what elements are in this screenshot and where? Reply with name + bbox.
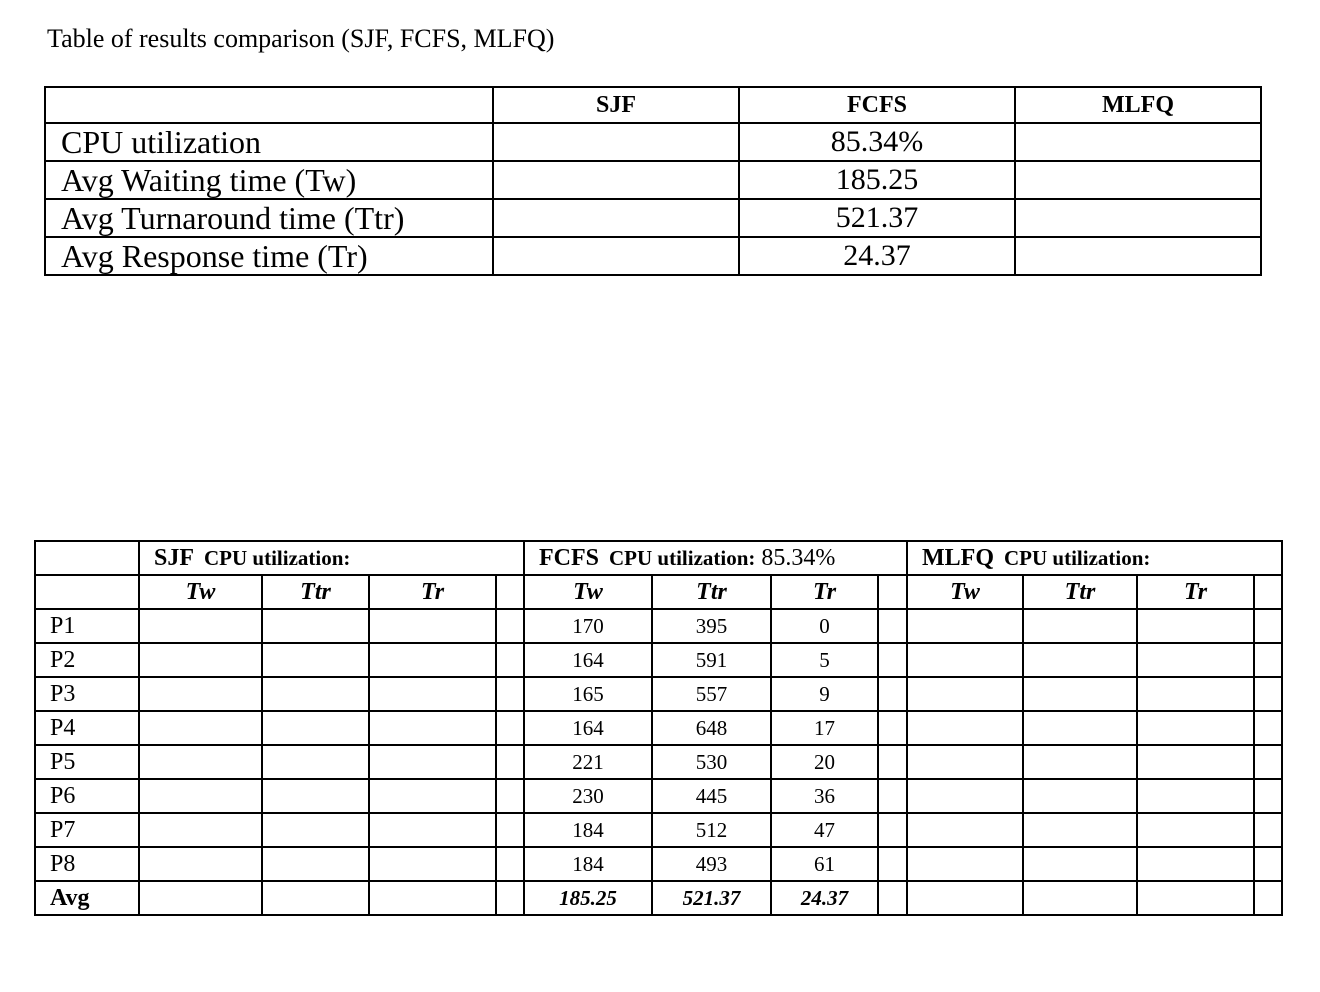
mlfq-tw-cell [907,813,1023,847]
summary-cell-sjf [493,199,739,237]
sjf-tr-cell [369,609,496,643]
mlfq-ttr-cell [1023,779,1137,813]
sjf-ttr-cell [262,779,369,813]
cpu-utilization-label: CPU utilization: [1004,545,1151,570]
sjf-tw-cell [139,813,262,847]
average-row [35,881,1282,915]
detail-subheader-corner [35,575,139,609]
fcfs-ttr-cell: 521.37 [652,881,771,915]
summary-cell-mlfq [1015,199,1261,237]
fcfs-tw-cell: 185.25 [524,881,652,915]
process-row [35,779,1282,813]
spacer-cell [496,881,524,915]
mlfq-tr-cell [1137,643,1254,677]
fcfs-tr-cell: 47 [771,813,878,847]
spacer-cell [1254,609,1282,643]
mlfq-tw-cell [907,847,1023,881]
spacer-cell [878,575,907,609]
spacer-cell [1254,813,1282,847]
fcfs-tr-cell: 20 [771,745,878,779]
subheader-sjf-ttr: Ttr [262,575,369,609]
fcfs-tw-cell: 221 [524,745,652,779]
sjf-tw-cell [139,609,262,643]
mlfq-ttr-cell [1023,643,1137,677]
summary-row [45,161,1261,199]
fcfs-tw-cell: 165 [524,677,652,711]
summary-header-fcfs: FCFS [739,87,1015,123]
summary-cell-mlfq [1015,123,1261,161]
spacer-cell [1254,643,1282,677]
subheader-fcfs-ttr: Ttr [652,575,771,609]
fcfs-tr-cell: 17 [771,711,878,745]
fcfs-tr-cell: 9 [771,677,878,711]
group-name: SJF [154,544,195,571]
summary-cell-fcfs: 85.34% [739,123,1015,161]
subheader-mlfq-ttr: Ttr [1023,575,1137,609]
process-label: P3 [35,677,139,711]
subheader-mlfq-tw: Tw [907,575,1023,609]
sjf-tr-cell [369,677,496,711]
spacer-cell [878,745,907,779]
mlfq-tr-cell [1137,779,1254,813]
process-row [35,813,1282,847]
process-label: Avg [35,881,139,915]
detail-table-body [35,541,1282,915]
mlfq-ttr-cell [1023,711,1137,745]
sjf-tw-cell [139,677,262,711]
sjf-tw-cell [139,711,262,745]
summary-cell-sjf [493,237,739,275]
spacer-cell [1254,711,1282,745]
mlfq-tw-cell [907,779,1023,813]
sjf-ttr-cell [262,847,369,881]
sjf-tw-cell [139,745,262,779]
summary-header-sjf: SJF [493,87,739,123]
summary-cell-fcfs: 521.37 [739,199,1015,237]
spacer-cell [1254,575,1282,609]
mlfq-tr-cell [1137,847,1254,881]
spacer-cell [878,711,907,745]
spacer-cell [878,813,907,847]
subheader-sjf-tw: Tw [139,575,262,609]
spacer-cell [496,847,524,881]
mlfq-ttr-cell [1023,609,1137,643]
mlfq-tr-cell [1137,813,1254,847]
sjf-tw-cell [139,881,262,915]
spacer-cell [878,881,907,915]
fcfs-tw-cell: 164 [524,643,652,677]
fcfs-tr-cell: 24.37 [771,881,878,915]
spacer-cell [878,779,907,813]
sjf-ttr-cell [262,711,369,745]
fcfs-ttr-cell: 395 [652,609,771,643]
summary-row-label: CPU utilization [45,123,493,161]
sjf-tr-cell [369,779,496,813]
detail-group-header-row [35,541,1282,575]
fcfs-tr-cell: 5 [771,643,878,677]
summary-cell-sjf [493,161,739,199]
cpu-utilization-label: CPU utilization: [204,545,351,570]
fcfs-tw-cell: 230 [524,779,652,813]
process-label: P8 [35,847,139,881]
spacer-cell [496,677,524,711]
spacer-cell [1254,847,1282,881]
fcfs-ttr-cell: 445 [652,779,771,813]
process-row [35,643,1282,677]
sjf-ttr-cell [262,677,369,711]
fcfs-ttr-cell: 530 [652,745,771,779]
sjf-tw-cell [139,779,262,813]
summary-header-corner [45,87,493,123]
fcfs-tw-cell: 184 [524,847,652,881]
process-row [35,711,1282,745]
spacer-cell [1254,677,1282,711]
summary-header-row [45,87,1261,123]
detail-subheader-row [35,575,1282,609]
group-name: FCFS [539,544,599,571]
mlfq-ttr-cell [1023,813,1137,847]
spacer-cell [878,609,907,643]
spacer-cell [1254,881,1282,915]
mlfq-ttr-cell [1023,677,1137,711]
page-title: Table of results comparison (SJF, FCFS, MLFQ) [47,24,555,53]
fcfs-tr-cell: 0 [771,609,878,643]
mlfq-tr-cell [1137,711,1254,745]
cpu-utilization-label: CPU utilization: [609,545,756,570]
mlfq-tw-cell [907,643,1023,677]
mlfq-ttr-cell [1023,745,1137,779]
sjf-ttr-cell [262,813,369,847]
sjf-tw-cell [139,847,262,881]
sjf-tr-cell [369,813,496,847]
spacer-cell [878,643,907,677]
process-label: P6 [35,779,139,813]
fcfs-tr-cell: 36 [771,779,878,813]
process-label: P2 [35,643,139,677]
sjf-tr-cell [369,711,496,745]
detail-corner-cell [35,541,139,575]
group-header-mlfq [907,541,1282,575]
group-name: MLFQ [922,544,994,571]
mlfq-tw-cell [907,745,1023,779]
sjf-ttr-cell [262,609,369,643]
summary-row-label: Avg Response time (Tr) [45,237,493,275]
spacer-cell [878,847,907,881]
fcfs-ttr-cell: 493 [652,847,771,881]
process-label: P7 [35,813,139,847]
fcfs-tw-cell: 184 [524,813,652,847]
summary-table [44,86,1262,276]
fcfs-tr-cell: 61 [771,847,878,881]
process-label: P4 [35,711,139,745]
sjf-ttr-cell [262,745,369,779]
fcfs-ttr-cell: 591 [652,643,771,677]
summary-cell-sjf [493,123,739,161]
sjf-tr-cell [369,643,496,677]
spacer-cell [1254,779,1282,813]
summary-cell-fcfs: 24.37 [739,237,1015,275]
fcfs-ttr-cell: 557 [652,677,771,711]
summary-cell-fcfs: 185.25 [739,161,1015,199]
mlfq-ttr-cell [1023,881,1137,915]
process-label: P1 [35,609,139,643]
detail-table [34,540,1283,916]
subheader-sjf-tr: Tr [369,575,496,609]
spacer-cell [1254,745,1282,779]
spacer-cell [496,813,524,847]
cpu-utilization-value: 85.34% [761,544,836,571]
sjf-tr-cell [369,745,496,779]
spacer-cell [496,643,524,677]
group-header-fcfs [524,541,907,575]
summary-row [45,199,1261,237]
summary-header-mlfq: MLFQ [1015,87,1261,123]
mlfq-tr-cell [1137,677,1254,711]
summary-cell-mlfq [1015,161,1261,199]
summary-row-label: Avg Waiting time (Tw) [45,161,493,199]
sjf-tr-cell [369,847,496,881]
fcfs-tw-cell: 170 [524,609,652,643]
mlfq-tr-cell [1137,745,1254,779]
process-row [35,677,1282,711]
fcfs-tw-cell: 164 [524,711,652,745]
spacer-cell [496,575,524,609]
process-row [35,847,1282,881]
sjf-ttr-cell [262,643,369,677]
spacer-cell [496,745,524,779]
sjf-ttr-cell [262,881,369,915]
mlfq-tr-cell [1137,609,1254,643]
subheader-fcfs-tw: Tw [524,575,652,609]
mlfq-ttr-cell [1023,847,1137,881]
process-row [35,609,1282,643]
spacer-cell [878,677,907,711]
summary-cell-mlfq [1015,237,1261,275]
spacer-cell [496,779,524,813]
spacer-cell [496,711,524,745]
spacer-cell [496,609,524,643]
sjf-tw-cell [139,643,262,677]
subheader-mlfq-tr: Tr [1137,575,1254,609]
process-label: P5 [35,745,139,779]
fcfs-ttr-cell: 512 [652,813,771,847]
summary-row [45,123,1261,161]
process-row [35,745,1282,779]
subheader-fcfs-tr: Tr [771,575,878,609]
mlfq-tr-cell [1137,881,1254,915]
summary-row-label: Avg Turnaround time (Ttr) [45,199,493,237]
mlfq-tw-cell [907,881,1023,915]
sjf-tr-cell [369,881,496,915]
mlfq-tw-cell [907,677,1023,711]
mlfq-tw-cell [907,711,1023,745]
summary-row [45,237,1261,275]
mlfq-tw-cell [907,609,1023,643]
group-header-sjf [139,541,524,575]
fcfs-ttr-cell: 648 [652,711,771,745]
